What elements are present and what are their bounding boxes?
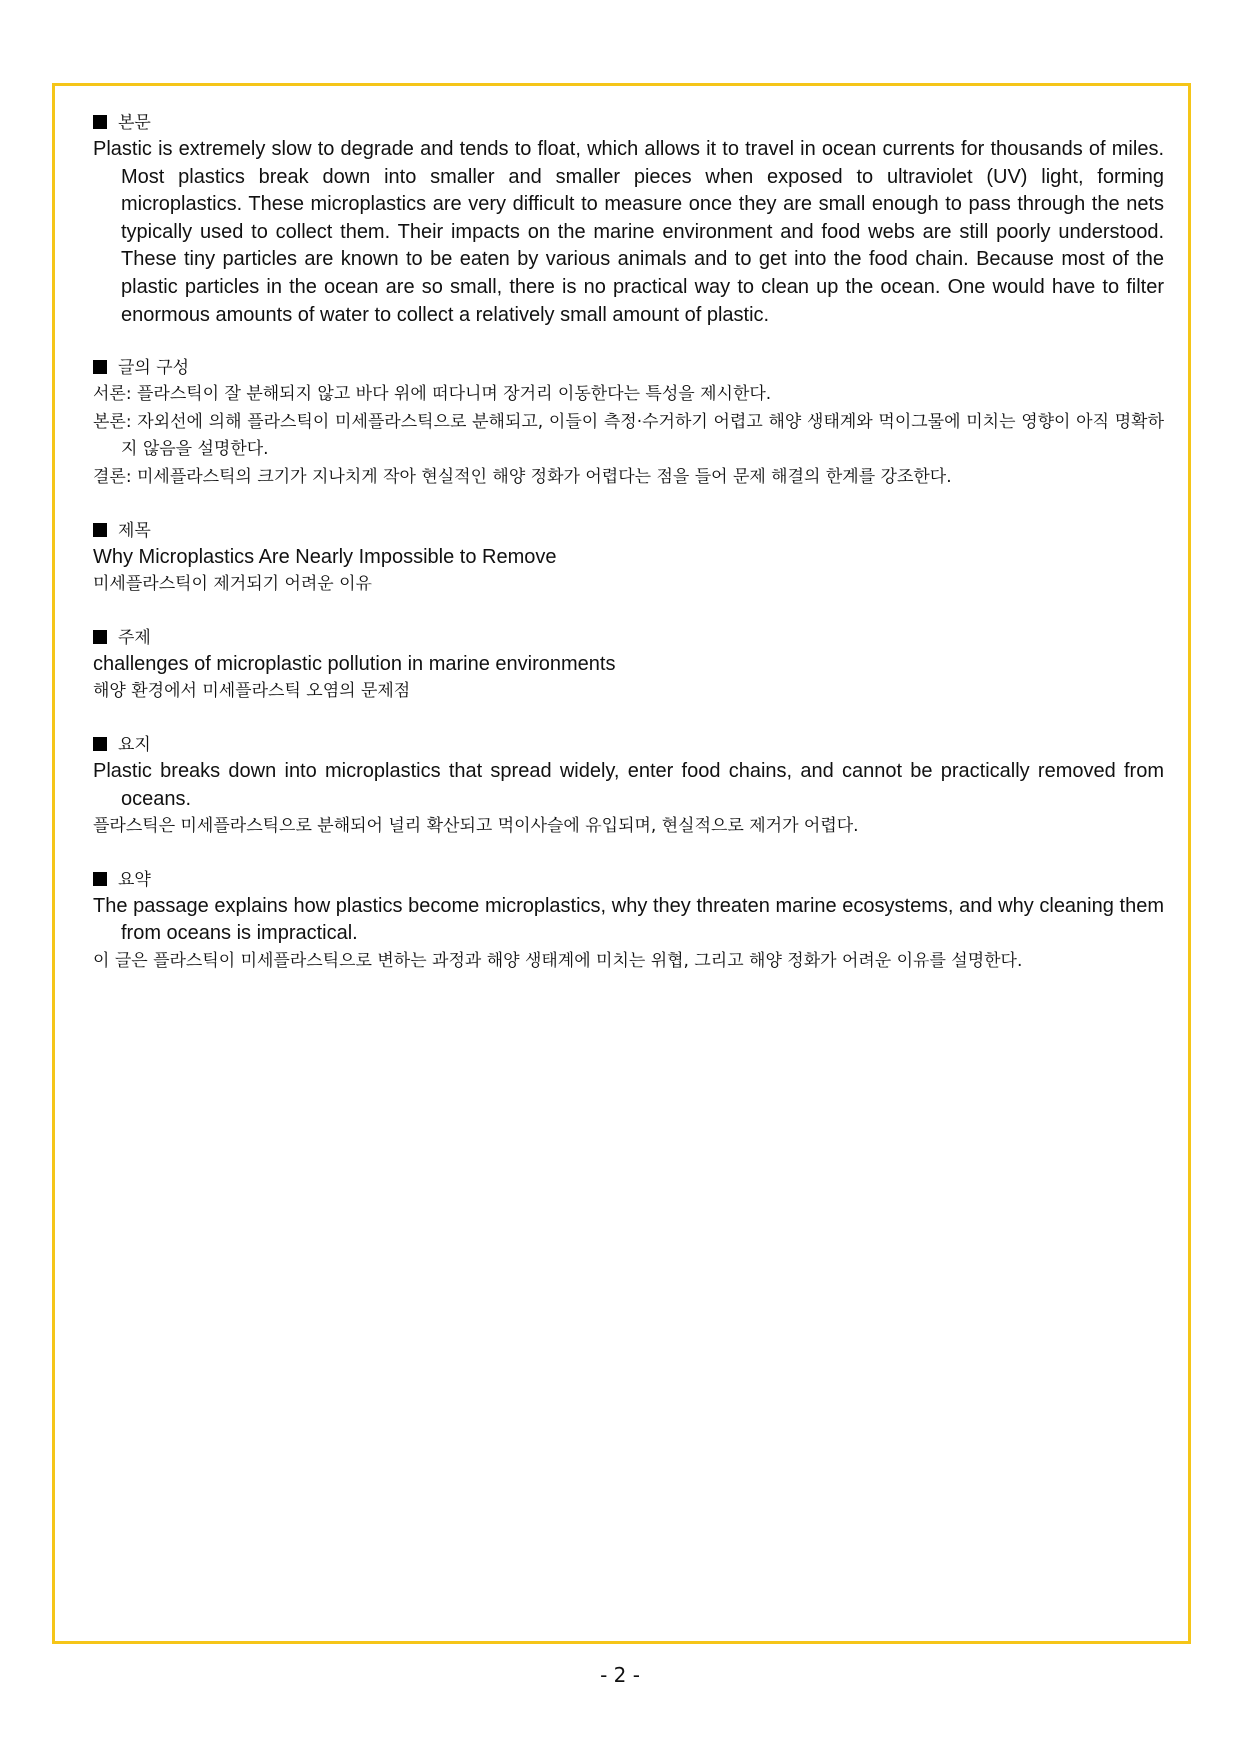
section-heading — [93, 868, 1164, 893]
square-bullet-icon — [93, 115, 107, 129]
topic-english: challenges of microplastic pollution in marine environments — [93, 652, 616, 675]
section-heading-label: 글의 구성 — [118, 358, 190, 379]
section-heading-label: 본문 — [118, 113, 151, 133]
section-title — [93, 519, 1164, 599]
section-heading — [93, 356, 1164, 381]
section-heading — [93, 733, 1164, 758]
structure-main: 본론: 자외선에 의해 플라스틱이 미세플라스틱으로 분해되고, 이들이 측정·수거하기 어렵고 해양 생태계와 먹이그물에 미치는 영향이 아직 명확하지 않음을 설명한다. — [93, 411, 1164, 460]
square-bullet-icon — [93, 737, 107, 751]
section-body — [93, 111, 1164, 329]
gist-english: Plastic breaks down into microplastics that spread widely, enter food chains, and cannot be practically removed from oceans. — [93, 759, 1164, 810]
square-bullet-icon — [93, 872, 107, 886]
square-bullet-icon — [93, 630, 107, 644]
body-passage: Plastic is extremely slow to degrade and tends to float, which allows it to travel in ocean currents for thousands of miles. Most plastics break down into smaller and smaller pieces when exposed to ultraviolet (UV) light, forming microplastics. These microplastics are very difficult to measure once they are small enough to pass through the nets typically used to collect them. Their impacts on the marine environment and food webs are still poorly understood. These tiny particles are known to be eaten by various animals and to get into the food chain. Because most of the plastic particles in the ocean are so small, there is no practical way to clean up the ocean. One would have to filter enormous amounts of water to collect a relatively small amount of plastic. — [93, 138, 1164, 326]
section-heading-label: 주제 — [118, 627, 151, 648]
section-topic — [93, 626, 1164, 706]
square-bullet-icon — [93, 360, 107, 374]
structure-conclusion: 결론: 미세플라스틱의 크기가 지나치게 작아 현실적인 해양 정화가 어렵다는 점을 들어 문제 해결의 한계를 강조한다. — [93, 466, 952, 487]
section-summary — [93, 868, 1164, 976]
section-heading — [93, 519, 1164, 544]
structure-intro: 서론: 플라스틱이 잘 분해되지 않고 바다 위에 떠다니며 장거리 이동한다는 특성을 제시한다. — [93, 384, 772, 405]
square-bullet-icon — [93, 523, 107, 537]
section-heading — [93, 626, 1164, 651]
gist-korean: 플라스틱은 미세플라스틱으로 분해되어 널리 확산되고 먹이사슬에 유입되며, 현실적으로 제거가 어렵다. — [93, 816, 859, 837]
title-english: Why Microplastics Are Nearly Impossible to Remove — [93, 545, 557, 568]
section-gist — [93, 733, 1164, 841]
section-structure — [93, 356, 1164, 491]
title-korean: 미세플라스틱이 제거되기 어려운 이유 — [93, 574, 372, 595]
section-heading-label: 요약 — [118, 869, 151, 890]
section-heading-label: 요지 — [118, 734, 151, 755]
summary-english: The passage explains how plastics become microplastics, why they threaten marine ecosystems, and why cleaning them from oceans is impractical. — [93, 894, 1164, 945]
page-number: - 2 - — [600, 1663, 640, 1687]
topic-korean: 해양 환경에서 미세플라스틱 오염의 문제점 — [93, 681, 411, 702]
summary-korean: 이 글은 플라스틱이 미세플라스틱으로 변하는 과정과 해양 생태계에 미치는 위협, 그리고 해양 정화가 어려운 이유를 설명한다. — [93, 950, 1023, 971]
section-heading-label: 제목 — [118, 520, 151, 541]
section-heading — [93, 111, 1164, 136]
document-content — [93, 111, 1164, 1002]
